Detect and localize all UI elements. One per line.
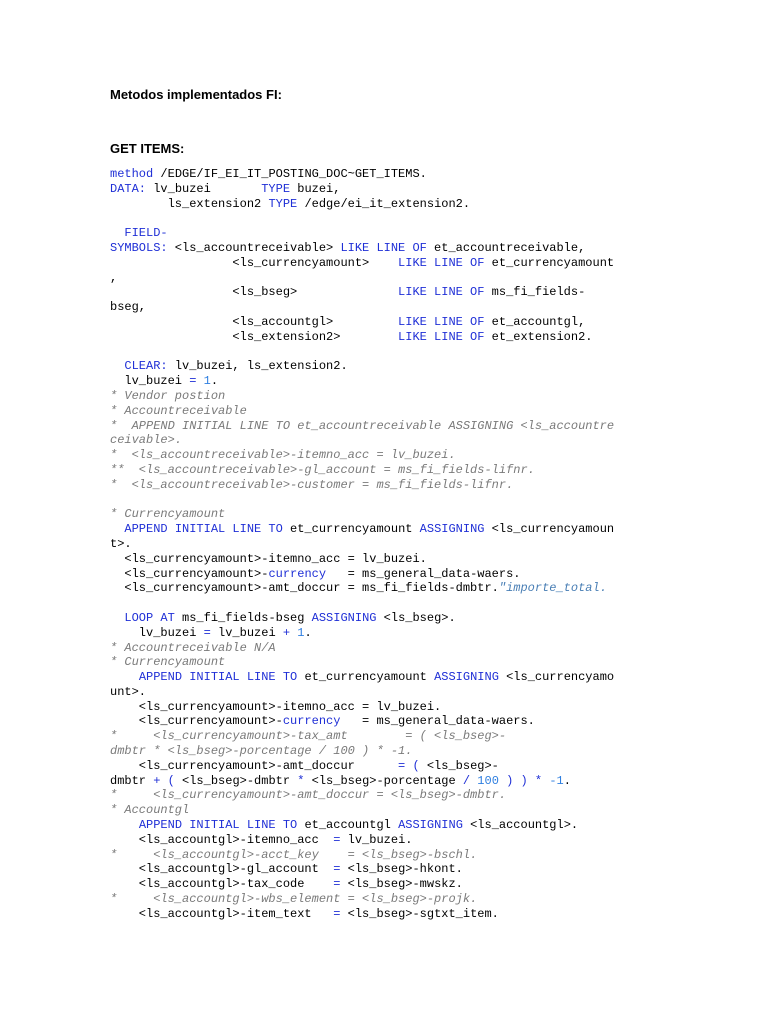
code-token: * <ls_accountgl>-acct_key = <ls_bseg>-bschl.	[110, 847, 478, 862]
code-line	[110, 685, 614, 700]
code-token	[513, 774, 520, 788]
code-token: ceivable>.	[110, 433, 183, 448]
code-token: * Vendor postion	[110, 388, 226, 403]
code-line	[110, 522, 614, 537]
code-line	[110, 537, 614, 552]
code-line	[110, 907, 614, 922]
code-line	[110, 507, 614, 522]
code-token	[160, 774, 167, 788]
code-token: <ls_accountgl>-item_text	[110, 906, 334, 921]
code-token: * <ls_currencyamount>-tax_amt = ( <ls_bseg>-	[110, 729, 507, 744]
code-token: /	[462, 773, 471, 788]
code-line	[110, 862, 614, 877]
code-token: dmbtr	[110, 773, 154, 788]
code-token: -1	[549, 773, 564, 788]
code-token: et_currencyamount	[297, 670, 435, 685]
code-token	[528, 774, 535, 788]
code-token: ls_extension2	[110, 196, 269, 211]
code-token: <ls_bseg>-hkont.	[340, 862, 463, 877]
code-token	[110, 670, 139, 684]
code-line	[110, 211, 614, 226]
code-line	[110, 670, 614, 685]
code-token: ASSIGNING	[434, 670, 499, 685]
code-token	[110, 522, 124, 536]
code-token	[110, 611, 124, 625]
code-token: <ls_currencyamount>-amt_doccur	[110, 758, 399, 773]
code-token: =	[398, 758, 406, 773]
code-line	[110, 744, 614, 759]
code-token: * Accountgl	[110, 803, 190, 818]
code-line	[110, 345, 614, 360]
code-line	[110, 729, 614, 744]
code-token: LIKE LINE OF	[398, 314, 485, 329]
code-line	[110, 788, 614, 803]
code-line	[110, 641, 614, 656]
code-line	[110, 700, 614, 715]
code-line	[110, 167, 614, 182]
code-line	[110, 493, 614, 508]
code-token: <ls_currencyamount>-amt_doccur = ms_fi_fields-dmbtr.	[110, 581, 499, 596]
code-token: et_currencyamount	[282, 522, 420, 537]
code-token: TYPE	[268, 196, 298, 211]
code-token: currency	[282, 714, 341, 729]
code-token: =	[333, 832, 341, 847]
code-token: DATA:	[110, 181, 147, 196]
code-token: et_accountgl,	[484, 314, 586, 329]
code-token: (	[167, 773, 175, 788]
code-token: )	[506, 773, 514, 788]
code-line	[110, 626, 614, 641]
code-token: /edge/ei_it_extension2.	[297, 196, 471, 211]
code-token: ms_fi_fields-	[484, 285, 586, 300]
code-line	[110, 448, 614, 463]
code-token: <ls_currencyamount>-itemno_acc = lv_buzei.	[110, 699, 442, 714]
code-token: et_extension2.	[484, 329, 593, 344]
code-line	[110, 285, 614, 300]
code-token: * <ls_accountgl>-wbs_element = <ls_bseg>-projk.	[110, 892, 478, 907]
code-token: LIKE LINE OF	[398, 329, 485, 344]
code-token: CLEAR:	[124, 359, 168, 374]
code-line	[110, 433, 614, 448]
code-token: <ls_currencyamount>-itemno_acc = lv_buzei.	[110, 551, 427, 566]
code-token: ** <ls_accountreceivable>-gl_account = ms_fi_fields-lifnr.	[110, 462, 535, 477]
code-token: * APPEND INITIAL LINE TO et_accountreceivable ASSIGNING <ls_accountre	[110, 418, 615, 433]
code-token: <ls_currencyamoun	[484, 522, 615, 537]
code-token: "importe_total.	[498, 581, 607, 596]
code-token: et_accountreceivable,	[426, 240, 586, 255]
code-token: * Currencyamount	[110, 507, 226, 522]
code-line	[110, 877, 614, 892]
code-block	[110, 167, 614, 922]
code-token: APPEND INITIAL LINE TO	[138, 670, 298, 685]
code-line	[110, 581, 614, 596]
code-token: *	[534, 773, 543, 788]
code-token: * Accountreceivable	[110, 403, 247, 418]
code-token: (	[412, 758, 420, 773]
code-line	[110, 226, 614, 241]
code-line	[110, 182, 614, 197]
code-line	[110, 330, 614, 345]
code-token: +	[153, 773, 161, 788]
code-line	[110, 567, 614, 582]
code-token: =	[189, 374, 197, 389]
code-token: lv_buzei	[210, 625, 283, 640]
code-line	[110, 596, 614, 611]
code-token: method	[110, 167, 154, 181]
code-token: et_accountgl	[297, 818, 399, 833]
code-line	[110, 300, 614, 315]
code-token: LIKE LINE OF	[340, 240, 427, 255]
code-token: TYPE	[261, 181, 291, 196]
code-token: * <ls_accountreceivable>-itemno_acc = lv_buzei.	[110, 448, 456, 463]
code-token: <ls_bseg>-	[419, 758, 499, 773]
document-title: Metodos implementados FI:	[110, 87, 282, 102]
code-token: 1	[297, 625, 305, 640]
code-token: bseg,	[110, 300, 147, 315]
code-token: lv_buzei, ls_extension2.	[167, 359, 348, 374]
code-token	[110, 818, 139, 832]
code-token: <ls_currencyamount>	[110, 255, 399, 270]
code-token: * <ls_accountreceivable>-customer = ms_fi_fields-lifnr.	[110, 477, 514, 492]
code-token: =	[333, 862, 341, 877]
code-token: .	[304, 625, 312, 640]
code-line	[110, 714, 614, 729]
code-line	[110, 359, 614, 374]
code-token: <ls_bseg>-sgtxt_item.	[340, 906, 499, 921]
code-token: .	[210, 374, 219, 389]
code-token: lv_buzei	[110, 374, 190, 389]
code-token: <ls_extension2>	[110, 329, 399, 344]
code-token: <ls_accountgl>.	[462, 818, 579, 833]
code-line	[110, 241, 614, 256]
code-token: et_currencyamount	[484, 255, 615, 270]
code-token: <ls_bseg>-porcentage	[304, 773, 463, 788]
code-token: ms_fi_fields-bseg	[174, 610, 312, 625]
code-token: currency	[268, 566, 327, 581]
code-line	[110, 818, 614, 833]
code-line	[110, 389, 614, 404]
code-token: t>.	[110, 536, 132, 551]
code-line	[110, 803, 614, 818]
code-line	[110, 256, 614, 271]
code-token: =	[333, 906, 341, 921]
code-token: <ls_currencyamount>-	[110, 566, 269, 581]
code-line	[110, 655, 614, 670]
code-token: <ls_accountgl>-itemno_acc	[110, 832, 334, 847]
code-token: ,	[110, 270, 118, 285]
code-line	[110, 463, 614, 478]
code-token: /EDGE/IF_EI_IT_POSTING_DOC~GET_ITEMS.	[153, 167, 427, 181]
code-line	[110, 315, 614, 330]
code-token: <ls_bseg>-dmbtr	[174, 773, 298, 788]
code-line	[110, 552, 614, 567]
code-token: +	[282, 625, 291, 640]
section-heading: GET ITEMS:	[110, 141, 185, 156]
code-token: =	[333, 877, 341, 892]
code-token	[196, 374, 203, 388]
code-token: 100	[477, 773, 499, 788]
code-token: lv_buzei	[110, 625, 204, 640]
code-token: *	[297, 773, 305, 788]
code-token: buzei,	[290, 181, 341, 196]
code-line	[110, 611, 614, 626]
code-token: lv_buzei	[146, 181, 262, 196]
code-line	[110, 197, 614, 212]
code-token: <ls_bseg>	[110, 285, 399, 300]
code-token	[110, 359, 124, 373]
code-token: 1	[203, 374, 211, 389]
code-token: )	[520, 773, 528, 788]
code-token: LIKE LINE OF	[398, 285, 485, 300]
code-token: dmbtr * <ls_bseg>-porcentage / 100 ) * -1.	[110, 744, 413, 759]
code-line	[110, 833, 614, 848]
code-token: <ls_accountgl>-tax_code	[110, 877, 334, 892]
code-line	[110, 271, 614, 286]
code-token: APPEND INITIAL LINE TO	[124, 522, 283, 537]
code-line	[110, 759, 614, 774]
code-line	[110, 404, 614, 419]
code-token: unt>.	[110, 684, 147, 699]
code-line	[110, 419, 614, 434]
code-token: FIELD-	[110, 226, 168, 241]
code-line	[110, 774, 614, 789]
code-token: * <ls_currencyamount>-amt_doccur = <ls_bseg>-dmbtr.	[110, 788, 507, 803]
code-token: <ls_bseg>-mwskz.	[340, 877, 463, 892]
code-line	[110, 374, 614, 389]
code-token: <ls_accountreceivable>	[167, 240, 341, 255]
code-token: ASSIGNING	[398, 818, 463, 833]
code-token: * Accountreceivable N/A	[110, 640, 276, 655]
code-token: <ls_bseg>.	[376, 610, 456, 625]
code-token: <ls_accountgl>	[110, 314, 399, 329]
code-token: * Currencyamount	[110, 655, 226, 670]
code-token: LOOP AT	[124, 610, 175, 625]
code-token: <ls_currencyamount>-	[110, 714, 283, 729]
code-token: ASSIGNING	[311, 610, 377, 625]
code-token: SYMBOLS:	[110, 240, 168, 255]
code-token: <ls_accountgl>-gl_account	[110, 862, 334, 877]
code-line	[110, 892, 614, 907]
code-token: .	[563, 773, 571, 788]
code-token: =	[203, 625, 211, 640]
code-token: LIKE LINE OF	[398, 255, 485, 270]
code-token: <ls_currencyamo	[498, 670, 615, 685]
code-token: lv_buzei.	[340, 832, 413, 847]
code-token: = ms_general_data-waers.	[326, 566, 521, 581]
code-token: = ms_general_data-waers.	[340, 714, 535, 729]
code-line	[110, 478, 614, 493]
code-line	[110, 848, 614, 863]
code-token: APPEND INITIAL LINE TO	[138, 818, 298, 833]
code-token: ASSIGNING	[419, 522, 485, 537]
